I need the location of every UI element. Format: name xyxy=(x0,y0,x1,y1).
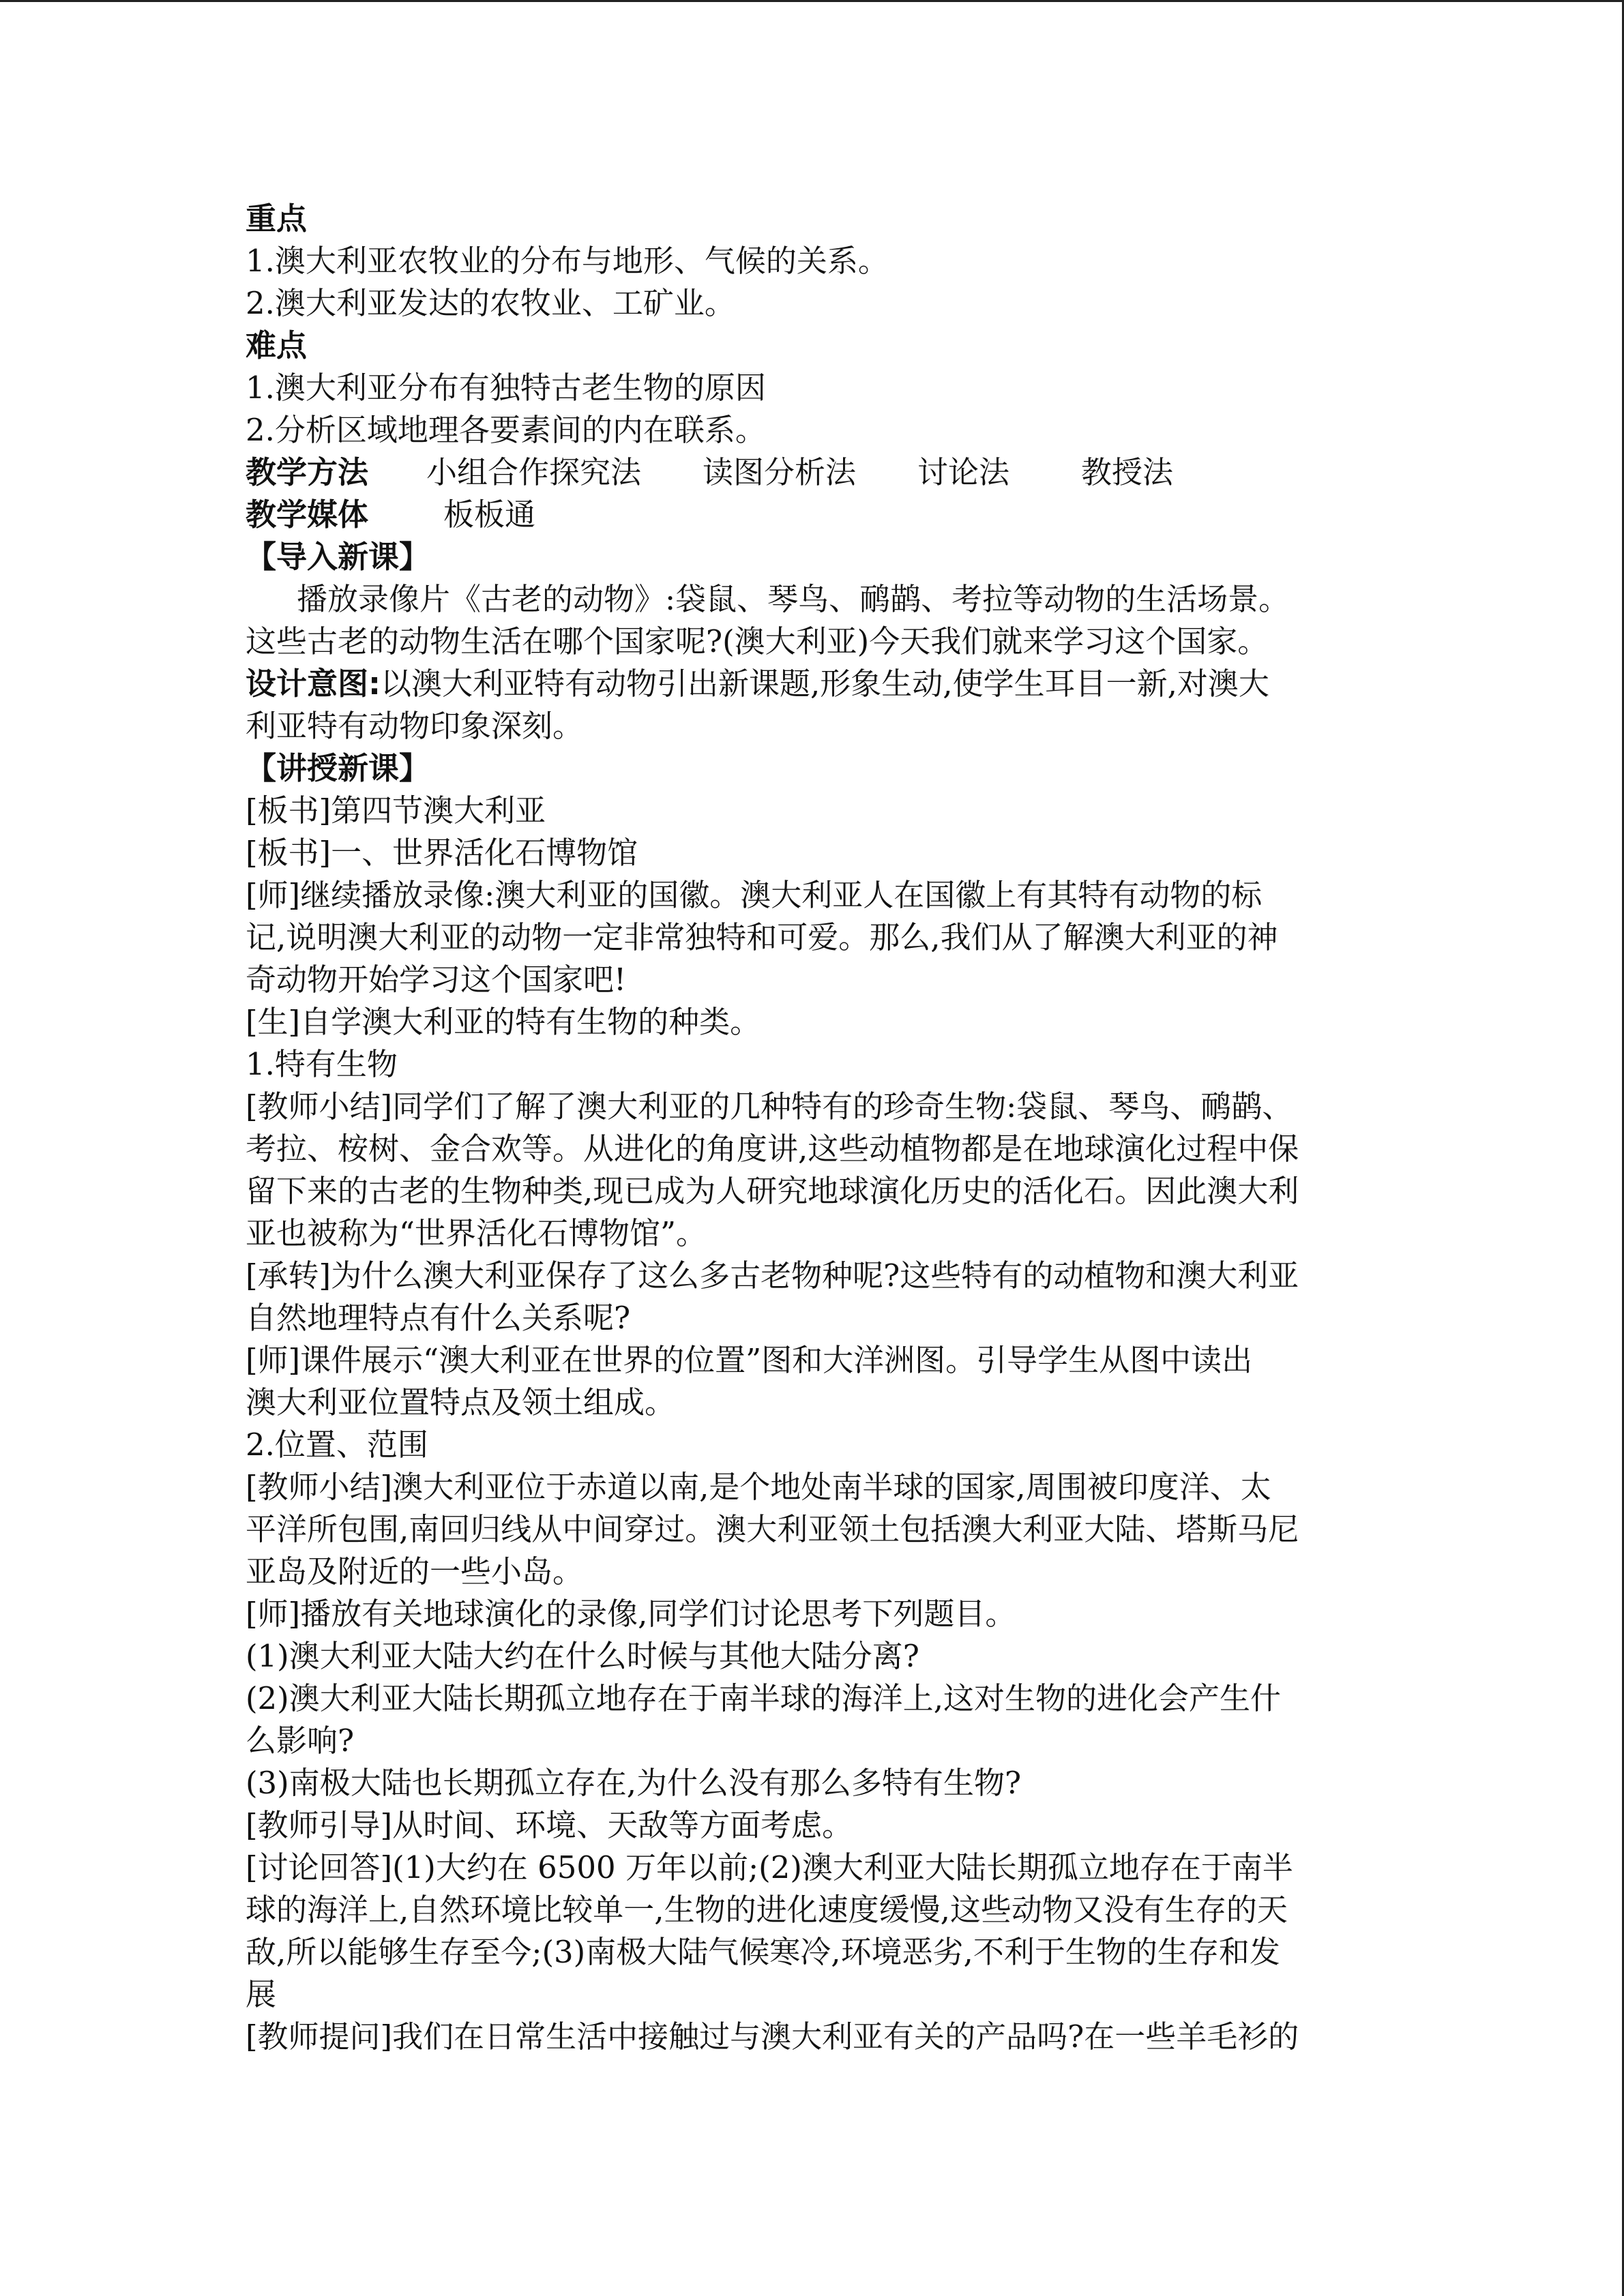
lecture-line: [师]播放有关地球演化的录像,同学们讨论思考下列题目。 xyxy=(246,1596,1016,1632)
lecture-line: 自然地理特点有什么关系呢? xyxy=(246,1300,631,1336)
method-4: 教授法 xyxy=(1081,454,1174,490)
lecture-line: [教师引导]从时间、环境、天敌等方面考虑。 xyxy=(246,1807,853,1843)
design-intent-line-2: 利亚特有动物印象深刻。 xyxy=(246,708,584,744)
design-intent-label: 设计意图: xyxy=(246,666,381,702)
lecture-line: [讨论回答](1)大约在 6500 万年以前;(2)澳大利亚大陆长期孤立地存在于南半 xyxy=(246,1849,1293,1885)
lecture-line: 亚也被称为“世界活化石博物馆”。 xyxy=(246,1215,707,1251)
lecture-line: 么影响? xyxy=(246,1723,355,1759)
teaching-methods-row xyxy=(246,451,1378,494)
lecture-line: 澳大利亚位置特点及领土组成。 xyxy=(246,1384,676,1420)
lecture-line: 1.特有生物 xyxy=(246,1046,398,1082)
difficult-point-1: 1.澳大利亚分布有独特古老生物的原因 xyxy=(246,370,766,406)
design-intent-line-1 xyxy=(246,663,1378,705)
key-point-1: 1.澳大利亚农牧业的分布与地形、气候的关系。 xyxy=(246,243,889,279)
lecture-line: (1)澳大利亚大陆大约在什么时候与其他大陆分离? xyxy=(246,1638,919,1674)
lecture-line: (3)南极大陆也长期孤立存在,为什么没有那么多特有生物? xyxy=(246,1765,1022,1801)
teaching-media-row xyxy=(246,494,1378,536)
lecture-line: 留下来的古老的生物种类,现已成为人研究地球演化历史的活化石。因此澳大利 xyxy=(246,1173,1299,1209)
lecture-line: 奇动物开始学习这个国家吧! xyxy=(246,961,627,998)
intro-heading: 【导入新课】 xyxy=(246,539,430,575)
teaching-media-label: 教学媒体 xyxy=(246,496,369,533)
method-3: 讨论法 xyxy=(917,454,1010,490)
intro-line-2: 这些古老的动物生活在哪个国家呢?(澳大利亚)今天我们就来学习这个国家。 xyxy=(246,623,1269,659)
lecture-line: [板书]一、世界活化石博物馆 xyxy=(246,835,638,871)
lecture-line: [承转]为什么澳大利亚保存了这么多古老物种呢?这些特有的动植物和澳大利亚 xyxy=(246,1257,1299,1294)
lecture-line: 球的海洋上,自然环境比较单一,生物的进化速度缓慢,这些动物又没有生存的天 xyxy=(246,1892,1288,1928)
lecture-line: [师]课件展示“澳大利亚在世界的位置”图和大洋洲图。引导学生从图中读出 xyxy=(246,1342,1253,1378)
key-points-heading: 重点 xyxy=(246,200,308,237)
lecture-line: [板书]第四节澳大利亚 xyxy=(246,792,546,829)
lecture-heading: 【讲授新课】 xyxy=(246,750,430,786)
intro-line-1: 播放录像片《古老的动物》:袋鼠、琴鸟、鸸鹋、考拉等动物的生活场景。 xyxy=(297,581,1290,617)
lecture-line: 敌,所以能够生存至今;(3)南极大陆气候寒冷,环境恶劣,不利于生物的生存和发 xyxy=(246,1934,1280,1970)
lecture-line: 考拉、桉树、金合欢等。从进化的角度讲,这些动植物都是在地球演化过程中保 xyxy=(246,1131,1299,1167)
lecture-line: 亚岛及附近的一些小岛。 xyxy=(246,1553,584,1590)
lecture-line: 记,说明澳大利亚的动物一定非常独特和可爱。那么,我们从了解澳大利亚的神 xyxy=(246,919,1278,955)
design-intent-text: 以澳大利亚特有动物引出新课题,形象生动,使学生耳目一新,对澳大 xyxy=(381,666,1269,702)
difficult-points-heading: 难点 xyxy=(246,327,308,363)
lecture-line: [师]继续播放录像:澳大利亚的国徽。澳大利亚人在国徽上有其特有动物的标 xyxy=(246,877,1263,913)
lecture-line: [教师提问]我们在日常生活中接触过与澳大利亚有关的产品吗?在一些羊毛衫的 xyxy=(246,2018,1299,2055)
method-1: 小组合作探究法 xyxy=(426,454,642,490)
teaching-methods-label: 教学方法 xyxy=(246,454,369,490)
teaching-media-value: 板板通 xyxy=(443,496,536,533)
lecture-line: 平洋所包围,南回归线从中间穿过。澳大利亚领土包括澳大利亚大陆、塔斯马尼 xyxy=(246,1511,1299,1547)
lecture-line: [教师小结]同学们了解了澳大利亚的几种特有的珍奇生物:袋鼠、琴鸟、鸸鹋、 xyxy=(246,1088,1293,1124)
lecture-line: (2)澳大利亚大陆长期孤立地存在于南半球的海洋上,这对生物的进化会产生什 xyxy=(246,1680,1282,1716)
key-point-2: 2.澳大利亚发达的农牧业、工矿业。 xyxy=(246,285,735,321)
lecture-line: [生]自学澳大利亚的特有生物的种类。 xyxy=(246,1004,761,1040)
document-page xyxy=(246,198,1378,2058)
lecture-line: 2.位置、范围 xyxy=(246,1427,428,1463)
lecture-line: 展 xyxy=(246,1976,277,2012)
lecture-line: [教师小结]澳大利亚位于赤道以南,是个地处南半球的国家,周围被印度洋、太 xyxy=(246,1469,1271,1505)
method-2: 读图分析法 xyxy=(703,454,857,490)
difficult-point-2: 2.分析区域地理各要素间的内在联系。 xyxy=(246,412,766,448)
page-top-border xyxy=(0,0,1624,2)
